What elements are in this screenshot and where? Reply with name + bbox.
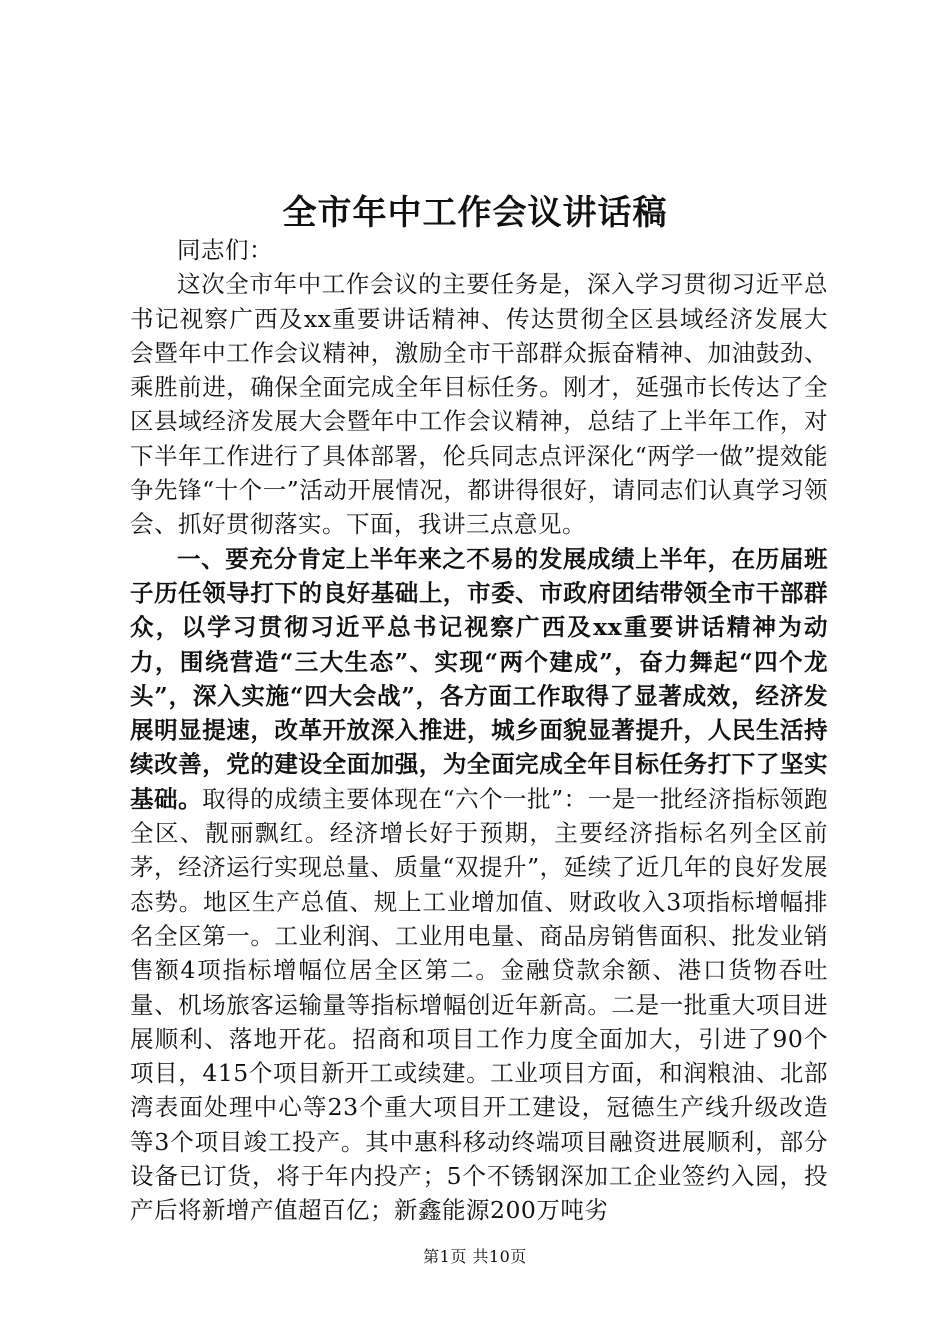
page-number-footer: 第1页 共10页 [423,1247,527,1266]
salutation: 同志们： [177,236,273,264]
section-1-text: 取得的成绩主要体现在“六个一批”：一是一批经济指标领跑全区、靓丽飘红。经济增长好于预期，主要经济指标名列全区前茅，经济运行实现总量、质量“双提升”，延续了近几年的良好发展态势。地区生产总值、规上工业增加值、财政收入3项指标增幅排名全区第一。工业利润、工业用电量、商品房销售面积、批发业销售额4项指标增幅位居全区第二。金融贷款余额、港口货物吞吐量、机场旅客运输量等指标增幅创近年新高。二是一批重大项目进展顺利、落地开花。招商和项目工作力度全面加大，引进了90个项目，415个项目新开工或续建。工业项目方面，和润粮油、北部湾表面处理中心等23个重大项目开工建设，冠德生产线升级改造等3个项目竣工投产。其中惠科移动终端项目融资进展顺利，部分设备已订货，将于年内投产；5个不锈钢深加工企业签约入园，投产后将新增产值超百亿；新鑫能源200万吨劣 [130,784,829,1225]
section-1-paragraph [130,542,828,1228]
document-title: 全市年中工作会议讲话稿 [282,193,668,233]
document-body [130,233,828,1228]
intro-paragraph: 这次全市年中工作会议的主要任务是，深入学习贯彻习近平总书记视察广西及xx重要讲话精神、传达贯彻全区县域经济发展大会暨年中工作会议精神，激励全市干部群众振奋精神、加油鼓劲、乘胜前进，确保全面完成全年目标任务。刚才，延强市长传达了全区县域经济发展大会暨年中工作会议精神，总结了上半年工作，对下半年工作进行了具体部署，伦兵同志点评深化“两学一做”提效能争先锋“十个一”活动开展情况，都讲得很好，请同志们认真学习领会、抓好贯彻落实。下面，我讲三点意见。 [130,270,828,539]
section-1-heading: 一、要充分肯定上半年来之不易的发展成绩上半年，在历届班子历任领导打下的良好基础上，市委、市政府团结带领全市干部群众，以学习贯彻习近平总书记视察广西及xx重要讲话精神为动力，围绕营造“三大生态”、实现“两个建成”，奋力舞起“四个龙头”，深入实施“四大会战”，各方面工作取得了显著成效，经济发展明显提速，改革开放深入推进，城乡面貌显著提升，人民生活持续改善，党的建设全面加强，为全面完成全年目标任务打下了坚实基础。 [130,544,828,813]
